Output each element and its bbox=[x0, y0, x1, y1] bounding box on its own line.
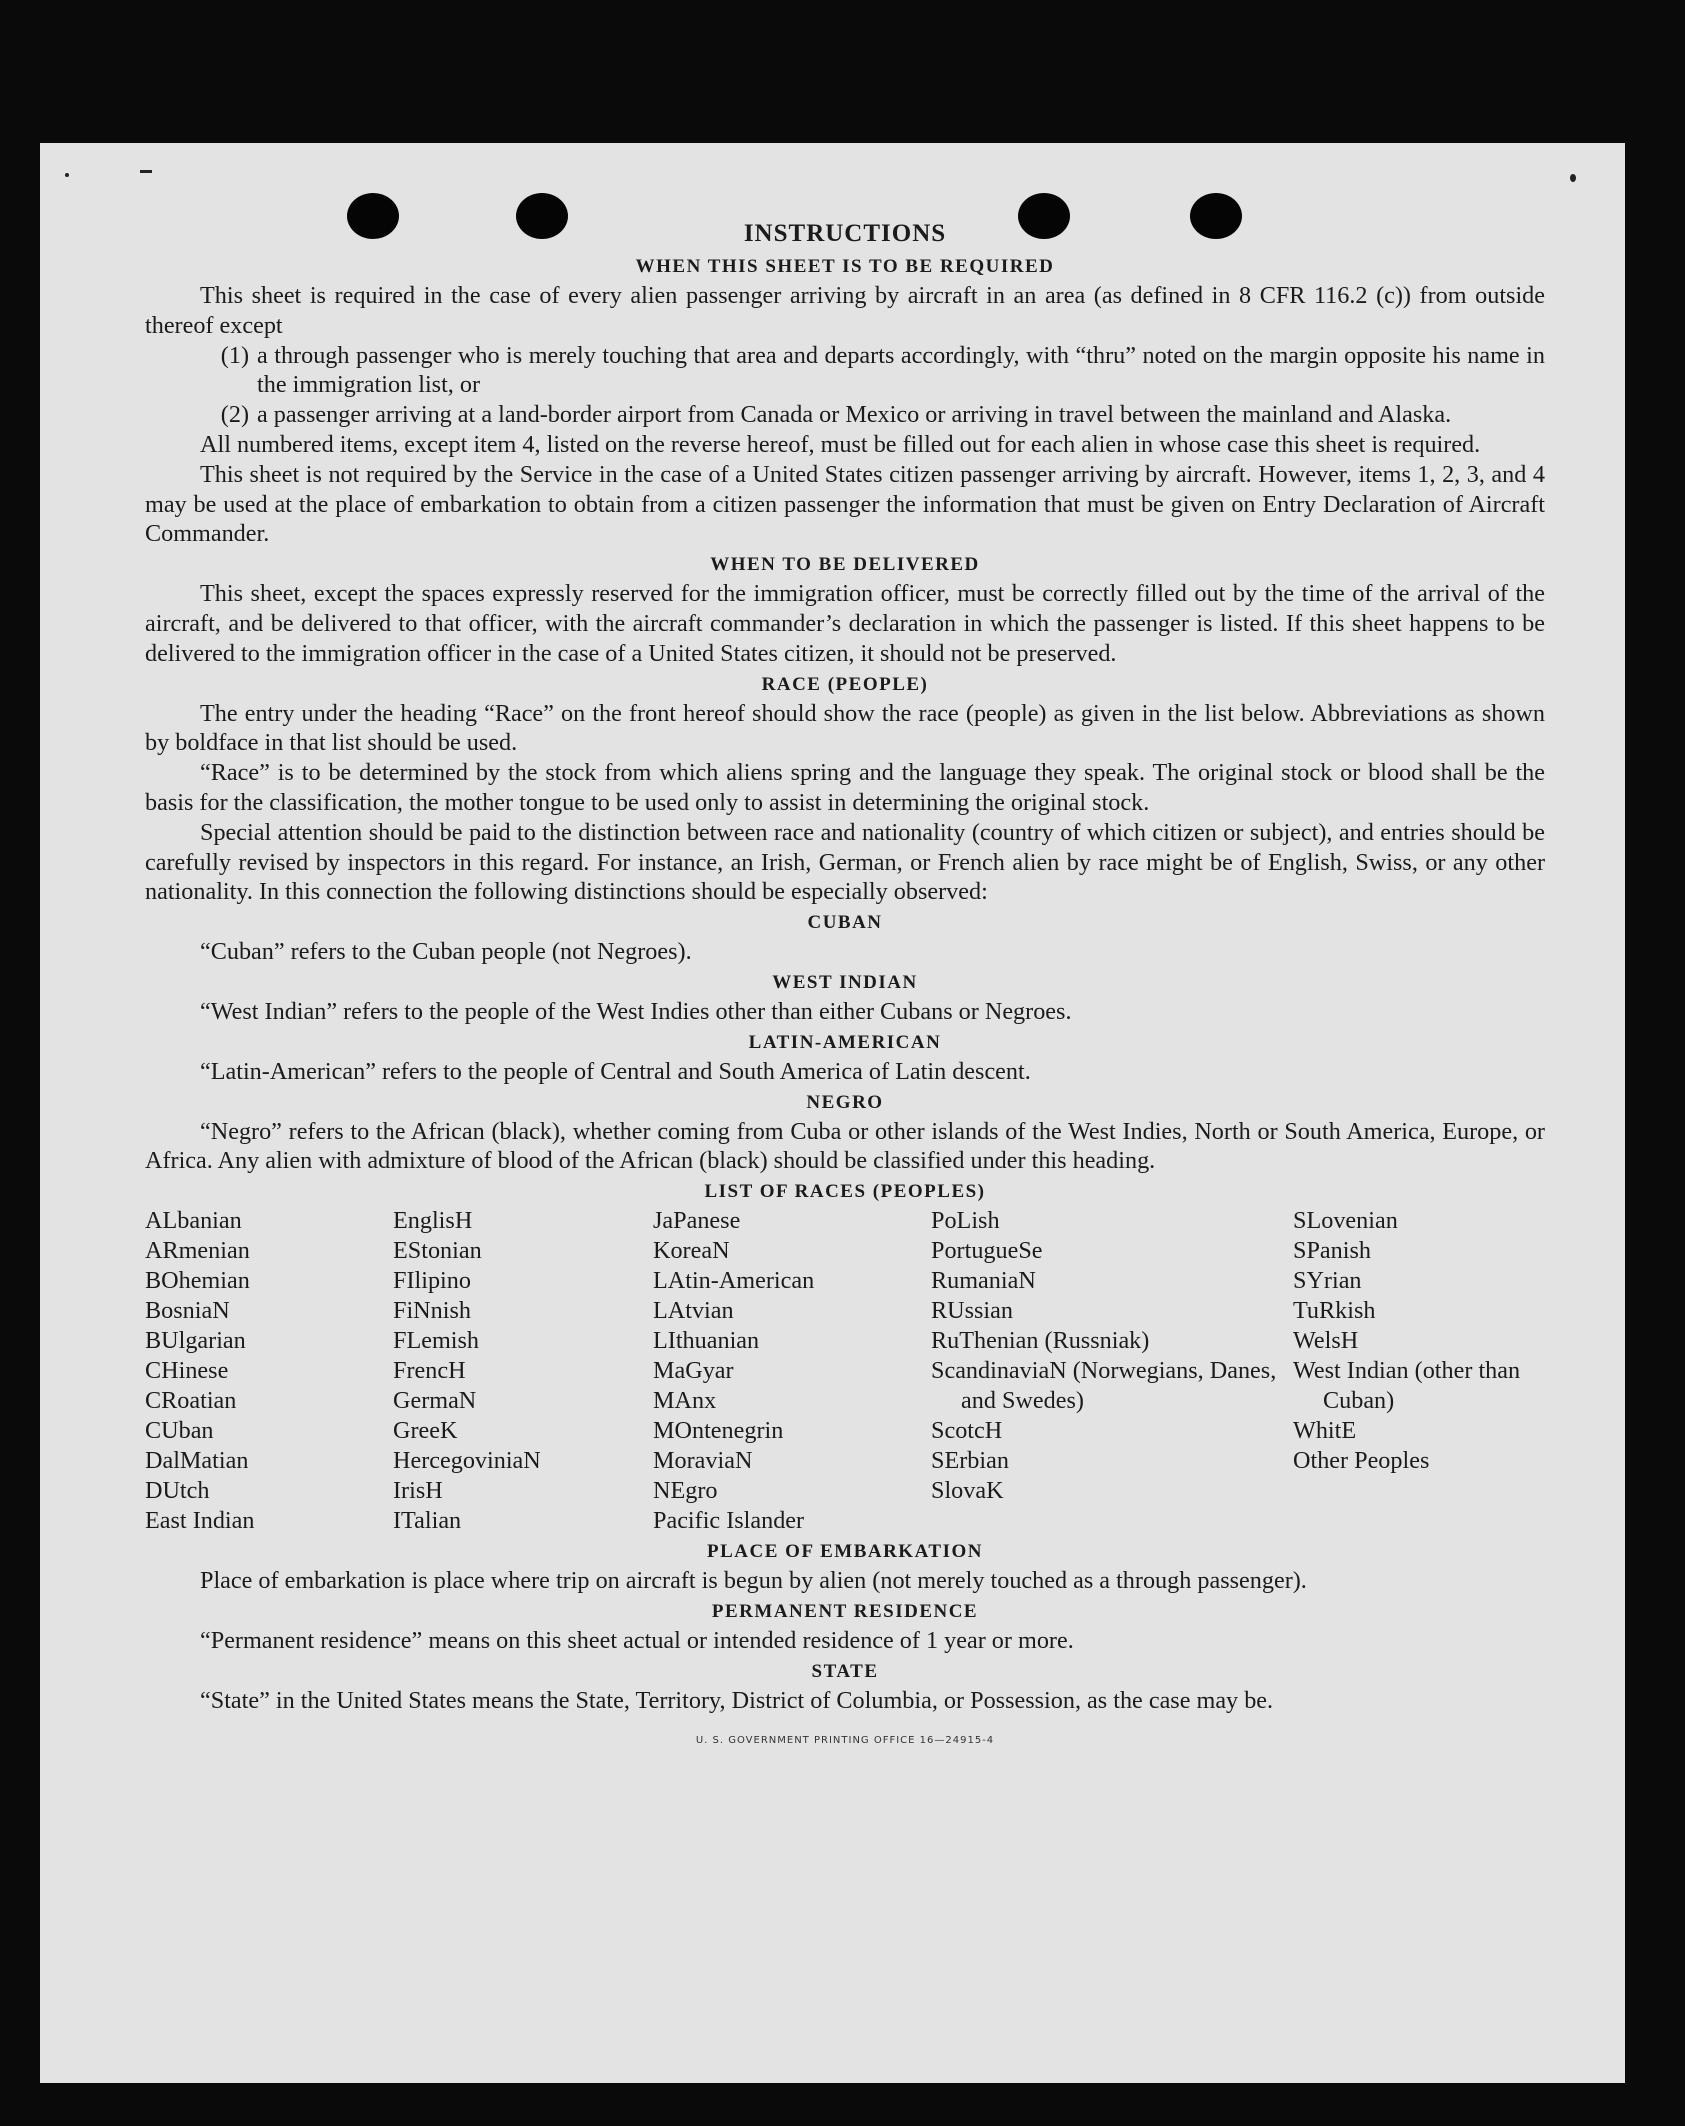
race-item: BOhemian bbox=[145, 1267, 250, 1295]
race-item: FiNnish bbox=[393, 1297, 471, 1325]
race-item: EnglisH bbox=[393, 1207, 473, 1235]
paragraph: “Race” is to be determined by the stock from which aliens spring and the language they speak. The original stock or blood shall be the basis for the classification, the mother tongue to be used only to assist in determining the original stock. bbox=[145, 759, 1545, 816]
paragraph: “State” in the United States means the State, Territory, District of Columbia, or Possession, as the case may be. bbox=[200, 1686, 1274, 1714]
speck bbox=[140, 170, 152, 173]
race-item: EStonian bbox=[393, 1237, 482, 1265]
paragraph: Place of embarkation is place where trip on aircraft is begun by alien (not merely touched as a through passenger). bbox=[200, 1567, 1307, 1595]
race-item: BosniaN bbox=[145, 1297, 230, 1325]
item-text: a through passenger who is merely touching that area and departs accordingly, with “thru” noted on the margin opposite his name in the immigration list, or bbox=[257, 341, 1545, 399]
race-item: WhitE bbox=[1293, 1417, 1357, 1445]
speck bbox=[65, 173, 69, 177]
paragraph: “Permanent residence” means on this sheet actual or intended residence of 1 year or more. bbox=[200, 1626, 1074, 1654]
race-item: FrencH bbox=[393, 1357, 466, 1385]
race-item: Other Peoples bbox=[1293, 1447, 1430, 1475]
list-item bbox=[145, 341, 1545, 401]
section-heading-negro: NEGRO bbox=[806, 1091, 884, 1113]
race-item: DUtch bbox=[145, 1477, 210, 1505]
races-column bbox=[145, 1206, 393, 1536]
race-item: FLemish bbox=[393, 1327, 480, 1355]
race-item: ITalian bbox=[393, 1507, 462, 1535]
race-item: MAnx bbox=[653, 1387, 717, 1415]
race-item: PoLish bbox=[931, 1207, 1000, 1235]
race-item: RUssian bbox=[931, 1297, 1013, 1325]
race-item: RumaniaN bbox=[931, 1267, 1036, 1295]
race-item: NEgro bbox=[653, 1477, 718, 1505]
races-column bbox=[393, 1206, 653, 1536]
race-item: KoreaN bbox=[653, 1237, 730, 1265]
section-heading-state: STATE bbox=[811, 1660, 879, 1682]
race-item: HercegoviniaN bbox=[393, 1447, 541, 1475]
race-item: MOntenegrin bbox=[653, 1417, 784, 1445]
race-item: CRoatian bbox=[145, 1387, 237, 1415]
race-item: WelsH bbox=[1293, 1327, 1359, 1355]
race-item: SlovaK bbox=[931, 1477, 1004, 1505]
section-heading-races-list: LIST OF RACES (PEOPLES) bbox=[704, 1181, 986, 1203]
races-column bbox=[653, 1206, 931, 1536]
race-item: ARmenian bbox=[145, 1237, 250, 1265]
race-item: JaPanese bbox=[653, 1207, 741, 1235]
printer-footer: U. S. GOVERNMENT PRINTING OFFICE 16—24915-4 bbox=[695, 1734, 995, 1746]
item-number: (1) bbox=[220, 341, 249, 369]
paragraph: This sheet is not required by the Service in the case of a United States citizen passenger arriving by aircraft. However, items 1, 2, 3, and 4 may be used at the place of embarkation to obtain from a citizen passenger the information that must be given on Entry Declaration of Aircraft Commander. bbox=[145, 460, 1545, 548]
document-sheet bbox=[40, 143, 1625, 2083]
race-item: FIlipino bbox=[393, 1267, 471, 1295]
section-heading-embarkation: PLACE OF EMBARKATION bbox=[707, 1541, 983, 1563]
race-item: LIthuanian bbox=[653, 1327, 760, 1355]
section-heading-west-indian: WEST INDIAN bbox=[772, 971, 918, 993]
race-item: SYrian bbox=[1293, 1267, 1362, 1295]
definition: “West Indian” refers to the people of the West Indies other than either Cubans or Negroes. bbox=[200, 997, 1072, 1025]
race-item: LAtvian bbox=[653, 1297, 734, 1325]
race-item: MaGyar bbox=[653, 1357, 734, 1385]
page-title: INSTRUCTIONS bbox=[743, 220, 947, 247]
paragraph: This sheet, except the spaces expressly reserved for the immigration officer, must be correctly filled out by the time of the arrival of the aircraft, and be delivered to that officer, with the aircraft commander’s declaration in which the passenger is listed. If this sheet happens to be delivered to the immigration officer in the case of a United States citizen, it should not be preserved. bbox=[145, 580, 1545, 667]
instructions-content bbox=[145, 217, 1545, 1755]
race-item: IrisH bbox=[393, 1477, 443, 1505]
paragraph: Special attention should be paid to the distinction between race and nationality (country of which citizen or subject), and entries should be carefully revised by inspectors in this regard. For instance, an Irish, German, or French alien by race might be of English, Swiss, or any other nationality. In this connection the following distinctions should be especially observed: bbox=[145, 818, 1545, 906]
race-item: SLovenian bbox=[1293, 1207, 1398, 1235]
section-heading-delivered: WHEN TO BE DELIVERED bbox=[710, 554, 980, 576]
race-item: DalMatian bbox=[145, 1447, 249, 1475]
race-item: West Indian (other than Cuban) bbox=[1293, 1357, 1521, 1415]
paragraph: All numbered items, except item 4, listed on the reverse hereof, must be filled out for each alien in whose case this sheet is required. bbox=[200, 430, 1481, 458]
item-number: (2) bbox=[220, 401, 249, 429]
races-column bbox=[1293, 1206, 1545, 1536]
race-item: Pacific Islander bbox=[653, 1507, 805, 1535]
definition: “Latin-American” refers to the people of Central and South America of Latin descent. bbox=[200, 1057, 1031, 1085]
race-item: BUlgarian bbox=[145, 1327, 246, 1355]
race-item: LAtin-American bbox=[653, 1267, 815, 1295]
paragraph: This sheet is required in the case of every alien passenger arriving by aircraft in an area (as defined in 8 CFR 116.2 (c)) from outside thereof except bbox=[145, 282, 1545, 339]
race-item: CHinese bbox=[145, 1357, 229, 1385]
section-heading-residence: PERMANENT RESIDENCE bbox=[711, 1600, 979, 1622]
item-text: a passenger arriving at a land-border airport from Canada or Mexico or arriving in travel between the mainland and Alaska. bbox=[257, 401, 1452, 429]
race-item: SPanish bbox=[1293, 1237, 1371, 1265]
race-item: SErbian bbox=[931, 1447, 1009, 1475]
race-item: RuThenian (Russniak) bbox=[931, 1327, 1150, 1355]
definition: “Negro” refers to the African (black), whether coming from Cuba or other islands of the West Indies, North or South America, Europe, or Africa. Any alien with admixture of blood of the African (black) should be classified under this heading. bbox=[145, 1117, 1545, 1175]
race-item: GermaN bbox=[393, 1387, 477, 1415]
races-column bbox=[931, 1206, 1293, 1536]
section-heading-latin-american: LATIN-AMERICAN bbox=[748, 1031, 942, 1053]
paragraph: The entry under the heading “Race” on the front hereof should show the race (people) as given in the list below. Abbreviations as shown by boldface in that list should be used. bbox=[145, 699, 1545, 757]
race-item: ScandinaviaN (Norwegians, Danes, and Swedes) bbox=[931, 1357, 1277, 1415]
section-heading-required: WHEN THIS SHEET IS TO BE REQUIRED bbox=[635, 256, 1055, 277]
race-item: ScotcH bbox=[931, 1417, 1003, 1445]
race-item: CUban bbox=[145, 1417, 214, 1445]
section-heading-race: RACE (PEOPLE) bbox=[761, 673, 929, 695]
definition: “Cuban” refers to the Cuban people (not Negroes). bbox=[200, 938, 692, 966]
race-item: TuRkish bbox=[1293, 1297, 1376, 1325]
list-item bbox=[145, 400, 1545, 430]
race-item: East Indian bbox=[145, 1507, 255, 1535]
race-item: MoraviaN bbox=[653, 1447, 753, 1475]
race-item: PortugueSe bbox=[931, 1237, 1043, 1265]
speck bbox=[1570, 174, 1576, 182]
race-item: GreeK bbox=[393, 1417, 458, 1445]
races-list bbox=[145, 1206, 1545, 1536]
race-item: ALbanian bbox=[145, 1207, 242, 1235]
section-heading-cuban: CUBAN bbox=[807, 912, 883, 934]
